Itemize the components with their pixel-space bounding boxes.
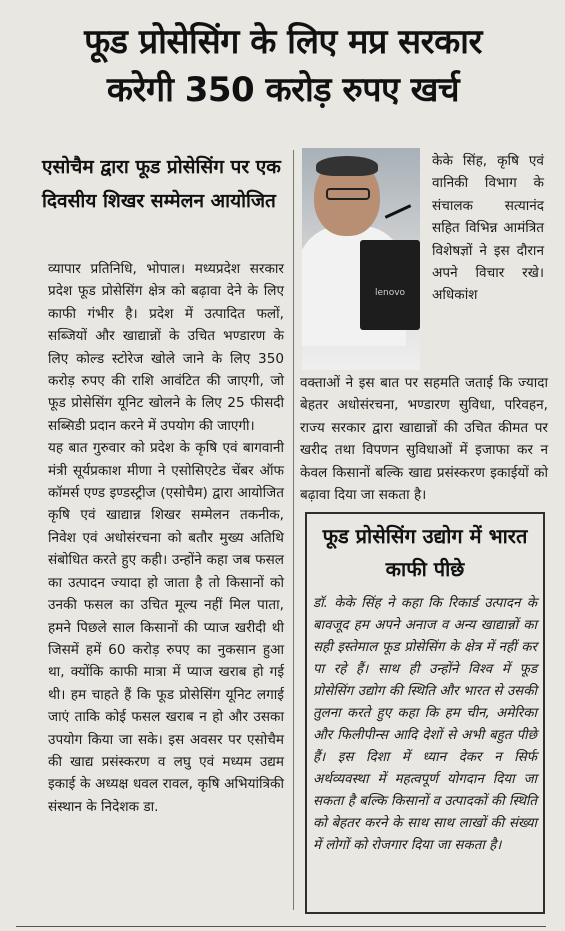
speaker-photo [302, 148, 420, 370]
right-top-text: केके सिंह, कृषि एवं वानिकी विभाग के संचालक सत्यानंद सहित विभिन्न आमंत्रित विशेषज्ञों ने इस दौरान अपने विचार रखे। अधिकांश [432, 153, 544, 304]
laptop-icon [360, 240, 420, 330]
headline-line-2: करेगी 350 करोड़ रुपए खर्च [106, 70, 460, 110]
left-paragraph-1: व्यापार प्रतिनिधि, भोपाल। मध्यप्रदेश सरकार प्रदेश फूड प्रोसेसिंग क्षेत्र को बढ़ावा देने के लिए काफी गंभीर है। प्रदेश में उत्पादित फलों, सब्जियों और खाद्यान्नों के उचित भण्डारण के लिए कोल्ड स्टोरेज खोले जाने के लिए 350 करोड़ रुपए की राशि आवंटित की जाएगी, जो फूड प्रोसेसिंग यूनिट खोलने के लिए 25 फीसदी सब्सिडी प्रदान करने में उपयोग की जाएगी। [48, 261, 284, 434]
headline-line-1: फूड प्रोसेसिंग के लिए मप्र सरकार [84, 22, 482, 62]
photo-glasses [326, 188, 370, 200]
left-paragraph-2: यह बात गुरुवार को प्रदेश के कृषि एवं बागवानी मंत्री सूर्यप्रकाश मीणा ने एसोसिएटेड चेंबर ऑफ कॉमर्स एण्ड इण्डस्ट्रीज (एसोचैम) द्वारा आयोजित कृषि एवं खाद्यान्न शिखर सम्मेलन तकनीक, निवेश एवं अधोसंरचना को बतौर मुख्य अतिथि संबोधित करते हुए कही। उन्होंने कहा जब फसल का उत्पादन ज्यादा हो जाता है तो किसानों को उनकी फसल का उचित मूल्य नहीं मिल पाता, हमने पिछले साल किसानों की प्याज खरीदी थी जिसमें हमें 60 करोड़ रुपए का नुकसान हुआ था, क्योंकि काफी मात्रा में प्याज खराब हो गई थी। हम चाहते हैं कि फूड प्रोसेसिंग यूनिट लगाई जाएं ताकि कोई फसल खराब न हो और उसका उपयोग किया जा सके। इस अवसर पर एसोचैम की खाद्य प्रसंस्करण व लघु एवं मध्यम उद्यम इकाई के अध्यक्ष धवल रावल, कृषि अभियांत्रिकी संस्थान के निदेशक डा. [48, 440, 284, 815]
photo-hair [316, 156, 378, 176]
headline [18, 18, 548, 114]
column-divider [293, 150, 294, 910]
laptop-brand: lenovo [374, 288, 406, 298]
sidebar-paragraph: डॉ. केके सिंह ने कहा कि रिकार्ड उत्पादन के बावजूद हम अपने अनाज व अन्य खाद्यान्नों का सही इस्तेमाल फूड प्रोसेसिंग के क्षेत्र में नहीं कर पा रहे हैं। साथ ही उन्होंने विश्व में फूड प्रोसेसिंग उद्योग की स्थिति और भारत से उसकी तुलना करते हुए कहा कि हम चीन, अमेरिका और फिलीपीन्स आदि देशों से अभी बहुत पीछे हैं। इस दिशा में ध्यान देकर न सिर्फ अर्थव्यवस्था में महत्वपूर्ण योगदान दिया जा सकता है बल्कि किसानों व उत्पादकों की स्थिति को बेहतर करने के साथ साथ लाखों की संख्या में लोगों को रोजगार दिया जा सकता है। [313, 596, 537, 853]
right-column-middle [300, 372, 548, 506]
sidebar-headline: फूड प्रोसेसिंग उद्योग में भारत काफी पीछे [322, 524, 528, 581]
subheadline: एसोचैम द्वारा फूड प्रोसेसिंग पर एक दिवसीय शिखर सम्मेलन आयोजित [42, 156, 281, 212]
right-mid-text: वक्ताओं ने इस बात पर सहमति जताई कि ज्यादा बेहतर अधोसंरचना, भण्डारण सुविधा, परिवहन, राज्य सरकार द्वारा खाद्यान्नों की उचित कीमत पर खरीद तथा विपणन सुविधाओं में इजाफा कर न केवल किसानों बल्कि खाद्य प्रसंस्करण इकाईयों को बढ़ावा दिया जा सकता है। [300, 375, 548, 504]
right-column-top [432, 150, 544, 307]
sidebar-text [313, 593, 537, 857]
bottom-rule [16, 926, 546, 927]
left-column [48, 258, 284, 818]
